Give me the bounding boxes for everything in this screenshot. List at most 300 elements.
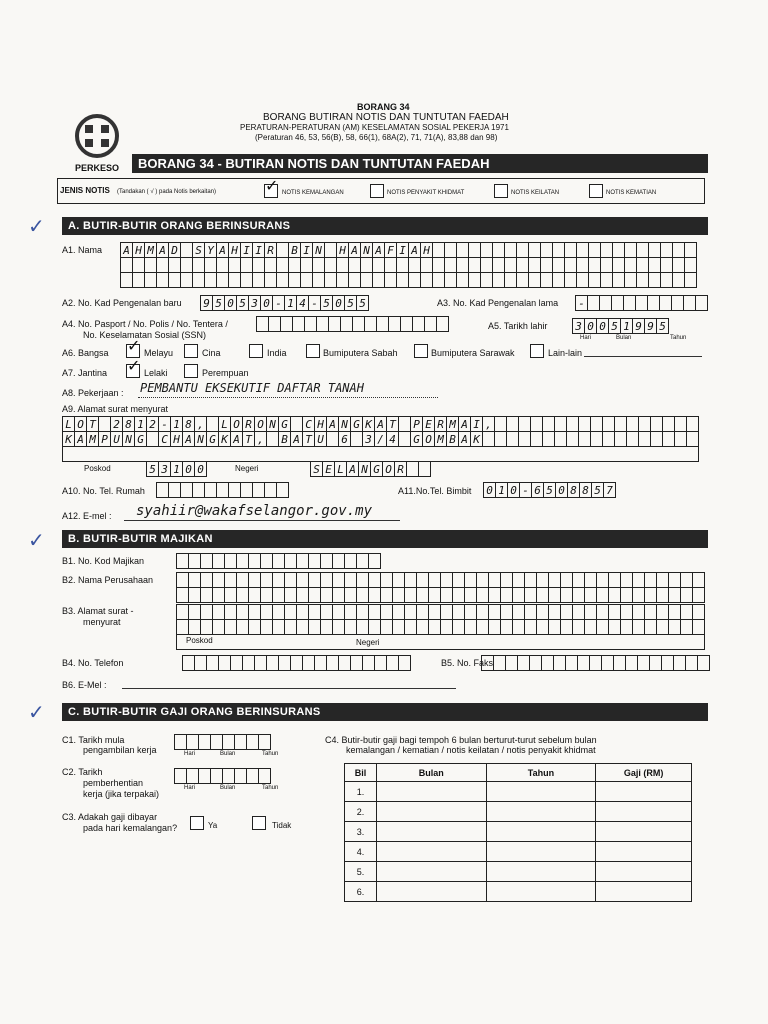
char-cell[interactable]	[669, 620, 681, 635]
char-cell[interactable]: H	[421, 243, 433, 258]
race-bumiputera-sarawak-checkbox[interactable]	[414, 344, 428, 358]
char-cell[interactable]	[477, 605, 489, 620]
char-cell[interactable]	[494, 656, 506, 671]
char-cell[interactable]	[273, 605, 285, 620]
start-date-grid[interactable]	[174, 734, 271, 750]
char-cell[interactable]	[261, 620, 273, 635]
char-cell[interactable]	[590, 656, 602, 671]
char-cell[interactable]: 5	[147, 462, 159, 477]
char-cell[interactable]	[213, 620, 225, 635]
char-cell[interactable]	[241, 258, 253, 273]
char-cell[interactable]	[207, 417, 219, 432]
ic-new-grid[interactable]	[200, 295, 369, 311]
char-cell[interactable]: A	[157, 243, 169, 258]
char-cell[interactable]	[513, 620, 525, 635]
char-cell[interactable]: 4	[387, 432, 399, 447]
char-cell[interactable]	[313, 258, 325, 273]
char-cell[interactable]	[333, 554, 345, 569]
char-cell[interactable]	[321, 573, 333, 588]
char-cell[interactable]	[327, 656, 339, 671]
char-cell[interactable]	[674, 656, 686, 671]
char-cell[interactable]	[181, 258, 193, 273]
char-cell[interactable]	[517, 243, 529, 258]
char-cell[interactable]	[373, 258, 385, 273]
salary-cell[interactable]	[596, 802, 692, 822]
char-cell[interactable]: I	[253, 243, 265, 258]
char-cell[interactable]	[633, 573, 645, 588]
char-cell[interactable]	[681, 605, 693, 620]
month-cell[interactable]	[376, 862, 486, 882]
char-cell[interactable]: T	[303, 432, 315, 447]
char-cell[interactable]: M	[87, 432, 99, 447]
char-cell[interactable]: I	[397, 243, 409, 258]
char-cell[interactable]: 0	[183, 462, 195, 477]
char-cell[interactable]	[369, 573, 381, 588]
char-cell[interactable]	[399, 417, 411, 432]
char-cell[interactable]: L	[63, 417, 75, 432]
char-cell[interactable]	[609, 588, 621, 603]
char-cell[interactable]	[313, 273, 325, 288]
char-cell[interactable]	[351, 656, 363, 671]
char-cell[interactable]	[675, 432, 687, 447]
char-cell[interactable]	[249, 588, 261, 603]
char-cell[interactable]	[621, 620, 633, 635]
char-cell[interactable]	[469, 243, 481, 258]
char-cell[interactable]: A	[231, 432, 243, 447]
char-cell[interactable]	[333, 588, 345, 603]
char-cell[interactable]	[223, 735, 235, 750]
char-cell[interactable]: 1	[171, 462, 183, 477]
char-cell[interactable]	[637, 243, 649, 258]
char-cell[interactable]	[309, 573, 321, 588]
char-cell[interactable]: U	[111, 432, 123, 447]
char-cell[interactable]	[614, 656, 626, 671]
char-cell[interactable]	[663, 417, 675, 432]
char-cell[interactable]: E	[423, 417, 435, 432]
char-cell[interactable]	[417, 620, 429, 635]
char-cell[interactable]: H	[171, 432, 183, 447]
char-cell[interactable]	[573, 588, 585, 603]
char-cell[interactable]	[615, 432, 627, 447]
char-cell[interactable]	[325, 258, 337, 273]
char-cell[interactable]	[201, 573, 213, 588]
year-cell[interactable]	[486, 862, 596, 882]
salary-paid-yes-checkbox[interactable]	[190, 816, 204, 830]
char-cell[interactable]	[207, 656, 219, 671]
char-cell[interactable]: O	[383, 462, 395, 477]
char-cell[interactable]	[273, 573, 285, 588]
char-cell[interactable]: M	[145, 243, 157, 258]
char-cell[interactable]	[645, 620, 657, 635]
char-cell[interactable]	[381, 573, 393, 588]
address-grid[interactable]	[62, 416, 699, 447]
char-cell[interactable]	[121, 273, 133, 288]
race-india-checkbox[interactable]	[249, 344, 263, 358]
char-cell[interactable]	[399, 656, 411, 671]
char-cell[interactable]	[686, 656, 698, 671]
char-cell[interactable]: O	[231, 417, 243, 432]
char-cell[interactable]	[285, 588, 297, 603]
char-cell[interactable]	[257, 317, 269, 332]
char-cell[interactable]	[241, 483, 253, 498]
char-cell[interactable]: R	[435, 417, 447, 432]
char-cell[interactable]	[253, 258, 265, 273]
char-cell[interactable]	[327, 432, 339, 447]
notis-kematian-checkbox[interactable]	[589, 184, 603, 198]
char-cell[interactable]	[357, 573, 369, 588]
char-cell[interactable]	[437, 317, 449, 332]
char-cell[interactable]	[541, 243, 553, 258]
char-cell[interactable]	[657, 573, 669, 588]
char-cell[interactable]	[565, 258, 577, 273]
char-cell[interactable]: T	[387, 417, 399, 432]
char-cell[interactable]	[407, 462, 419, 477]
end-date-grid[interactable]	[174, 768, 271, 784]
char-cell[interactable]	[381, 588, 393, 603]
char-cell[interactable]	[393, 573, 405, 588]
char-cell[interactable]	[660, 296, 672, 311]
char-cell[interactable]	[429, 605, 441, 620]
char-cell[interactable]: G	[279, 417, 291, 432]
char-cell[interactable]: ,	[195, 417, 207, 432]
char-cell[interactable]	[477, 588, 489, 603]
char-cell[interactable]: D	[169, 243, 181, 258]
char-cell[interactable]	[99, 417, 111, 432]
char-cell[interactable]	[529, 258, 541, 273]
char-cell[interactable]: C	[159, 432, 171, 447]
char-cell[interactable]	[693, 588, 705, 603]
char-cell[interactable]	[603, 417, 615, 432]
char-cell[interactable]	[189, 573, 201, 588]
char-cell[interactable]	[321, 554, 333, 569]
char-cell[interactable]	[249, 620, 261, 635]
char-cell[interactable]	[505, 258, 517, 273]
char-cell[interactable]	[345, 605, 357, 620]
char-cell[interactable]	[613, 273, 625, 288]
char-cell[interactable]	[361, 273, 373, 288]
char-cell[interactable]	[253, 273, 265, 288]
char-cell[interactable]	[585, 573, 597, 588]
char-cell[interactable]	[601, 258, 613, 273]
char-cell[interactable]	[177, 588, 189, 603]
char-cell[interactable]	[542, 656, 554, 671]
char-cell[interactable]	[585, 620, 597, 635]
char-cell[interactable]	[213, 573, 225, 588]
char-cell[interactable]	[433, 243, 445, 258]
char-cell[interactable]	[269, 317, 281, 332]
char-cell[interactable]: A	[459, 417, 471, 432]
char-cell[interactable]: 8	[183, 417, 195, 432]
char-cell[interactable]	[541, 258, 553, 273]
char-cell[interactable]	[648, 296, 660, 311]
char-cell[interactable]	[453, 620, 465, 635]
char-cell[interactable]	[625, 243, 637, 258]
char-cell[interactable]: /	[375, 432, 387, 447]
char-cell[interactable]	[189, 620, 201, 635]
char-cell[interactable]	[661, 273, 673, 288]
char-cell[interactable]	[573, 620, 585, 635]
char-cell[interactable]	[501, 605, 513, 620]
char-cell[interactable]: 0	[333, 296, 345, 311]
char-cell[interactable]	[365, 317, 377, 332]
gender-lelaki-checkbox[interactable]	[126, 358, 141, 378]
char-cell[interactable]: G	[351, 417, 363, 432]
char-cell[interactable]	[417, 605, 429, 620]
char-cell[interactable]	[577, 243, 589, 258]
char-cell[interactable]	[229, 483, 241, 498]
char-cell[interactable]	[469, 273, 481, 288]
char-cell[interactable]	[369, 588, 381, 603]
char-cell[interactable]	[405, 605, 417, 620]
char-cell[interactable]	[213, 605, 225, 620]
char-cell[interactable]	[211, 735, 223, 750]
char-cell[interactable]	[633, 605, 645, 620]
char-cell[interactable]	[405, 620, 417, 635]
char-cell[interactable]	[638, 656, 650, 671]
char-cell[interactable]: 8	[123, 417, 135, 432]
char-cell[interactable]	[303, 656, 315, 671]
char-cell[interactable]	[273, 620, 285, 635]
char-cell[interactable]: A	[291, 432, 303, 447]
char-cell[interactable]	[555, 417, 567, 432]
char-cell[interactable]	[483, 432, 495, 447]
char-cell[interactable]	[255, 656, 267, 671]
char-cell[interactable]	[445, 273, 457, 288]
char-cell[interactable]	[247, 769, 259, 784]
occupation-value[interactable]: PEMBANTU EKSEKUTIF DAFTAR TANAH	[140, 381, 364, 395]
char-cell[interactable]: A	[121, 243, 133, 258]
char-cell[interactable]	[518, 656, 530, 671]
char-cell[interactable]	[489, 588, 501, 603]
char-cell[interactable]	[187, 735, 199, 750]
char-cell[interactable]	[501, 573, 513, 588]
char-cell[interactable]: 1	[496, 483, 508, 498]
char-cell[interactable]	[681, 573, 693, 588]
char-cell[interactable]	[696, 296, 708, 311]
char-cell[interactable]	[673, 273, 685, 288]
char-cell[interactable]: 1	[171, 417, 183, 432]
char-cell[interactable]	[195, 656, 207, 671]
char-cell[interactable]: N	[195, 432, 207, 447]
char-cell[interactable]	[669, 605, 681, 620]
char-cell[interactable]	[505, 273, 517, 288]
char-cell[interactable]	[649, 273, 661, 288]
char-cell[interactable]	[517, 273, 529, 288]
salary-cell[interactable]	[596, 782, 692, 802]
char-cell[interactable]: 0	[585, 319, 597, 334]
char-cell[interactable]	[693, 620, 705, 635]
char-cell[interactable]	[549, 620, 561, 635]
char-cell[interactable]: H	[315, 417, 327, 432]
char-cell[interactable]	[505, 243, 517, 258]
char-cell[interactable]	[157, 273, 169, 288]
notis-kemalangan-checkbox[interactable]	[264, 178, 279, 198]
char-cell[interactable]: B	[447, 432, 459, 447]
char-cell[interactable]: 8	[580, 483, 592, 498]
char-cell[interactable]: R	[265, 243, 277, 258]
char-cell[interactable]	[465, 620, 477, 635]
char-cell[interactable]	[229, 258, 241, 273]
char-cell[interactable]: A	[75, 432, 87, 447]
dob-grid[interactable]	[572, 318, 669, 334]
char-cell[interactable]: N	[313, 243, 325, 258]
char-cell[interactable]	[413, 317, 425, 332]
char-cell[interactable]	[645, 573, 657, 588]
char-cell[interactable]: 3	[363, 432, 375, 447]
char-cell[interactable]	[417, 588, 429, 603]
char-cell[interactable]	[169, 273, 181, 288]
char-cell[interactable]	[333, 620, 345, 635]
char-cell[interactable]	[633, 620, 645, 635]
char-cell[interactable]: I	[241, 243, 253, 258]
char-cell[interactable]	[309, 588, 321, 603]
char-cell[interactable]	[405, 573, 417, 588]
char-cell[interactable]	[309, 620, 321, 635]
char-cell[interactable]: G	[135, 432, 147, 447]
char-cell[interactable]	[345, 588, 357, 603]
char-cell[interactable]	[277, 258, 289, 273]
char-cell[interactable]	[175, 735, 187, 750]
char-cell[interactable]	[329, 317, 341, 332]
char-cell[interactable]	[337, 273, 349, 288]
char-cell[interactable]: 5	[544, 483, 556, 498]
char-cell[interactable]: 3	[573, 319, 585, 334]
char-cell[interactable]	[637, 273, 649, 288]
char-cell[interactable]	[626, 656, 638, 671]
char-cell[interactable]	[217, 273, 229, 288]
char-cell[interactable]	[369, 554, 381, 569]
char-cell[interactable]	[291, 417, 303, 432]
char-cell[interactable]: -	[520, 483, 532, 498]
char-cell[interactable]	[219, 656, 231, 671]
char-cell[interactable]	[591, 432, 603, 447]
char-cell[interactable]	[345, 620, 357, 635]
char-cell[interactable]: S	[193, 243, 205, 258]
char-cell[interactable]	[205, 258, 217, 273]
employer-code-grid[interactable]	[176, 553, 381, 569]
char-cell[interactable]	[482, 656, 494, 671]
char-cell[interactable]	[561, 620, 573, 635]
char-cell[interactable]	[229, 273, 241, 288]
char-cell[interactable]: 0	[484, 483, 496, 498]
char-cell[interactable]	[133, 258, 145, 273]
char-cell[interactable]	[249, 554, 261, 569]
char-cell[interactable]	[549, 605, 561, 620]
char-cell[interactable]	[193, 273, 205, 288]
char-cell[interactable]: A	[373, 243, 385, 258]
char-cell[interactable]	[265, 258, 277, 273]
char-cell[interactable]	[519, 432, 531, 447]
char-cell[interactable]	[525, 620, 537, 635]
char-cell[interactable]	[613, 258, 625, 273]
char-cell[interactable]: A	[183, 432, 195, 447]
char-cell[interactable]	[585, 605, 597, 620]
char-cell[interactable]: 0	[261, 296, 273, 311]
char-cell[interactable]	[513, 605, 525, 620]
char-cell[interactable]	[241, 273, 253, 288]
char-cell[interactable]	[341, 317, 353, 332]
char-cell[interactable]: 2	[147, 417, 159, 432]
char-cell[interactable]: A	[459, 432, 471, 447]
char-cell[interactable]	[600, 296, 612, 311]
char-cell[interactable]	[189, 605, 201, 620]
char-cell[interactable]	[507, 417, 519, 432]
char-cell[interactable]	[549, 573, 561, 588]
char-cell[interactable]	[145, 273, 157, 288]
gender-perempuan-checkbox[interactable]	[184, 364, 198, 378]
char-cell[interactable]	[393, 605, 405, 620]
char-cell[interactable]: 5	[609, 319, 621, 334]
char-cell[interactable]	[381, 620, 393, 635]
char-cell[interactable]	[301, 258, 313, 273]
char-cell[interactable]: F	[385, 243, 397, 258]
char-cell[interactable]	[397, 273, 409, 288]
char-cell[interactable]	[501, 620, 513, 635]
char-cell[interactable]: H	[337, 243, 349, 258]
char-cell[interactable]: ,	[483, 417, 495, 432]
char-cell[interactable]: 5	[345, 296, 357, 311]
char-cell[interactable]: 9	[633, 319, 645, 334]
char-cell[interactable]: G	[411, 432, 423, 447]
char-cell[interactable]	[441, 573, 453, 588]
char-cell[interactable]	[613, 243, 625, 258]
char-cell[interactable]	[627, 432, 639, 447]
char-cell[interactable]	[363, 656, 375, 671]
char-cell[interactable]: 9	[201, 296, 213, 311]
char-cell[interactable]	[541, 273, 553, 288]
salary-cell[interactable]	[596, 822, 692, 842]
char-cell[interactable]	[259, 735, 271, 750]
char-cell[interactable]	[507, 432, 519, 447]
char-cell[interactable]	[145, 258, 157, 273]
char-cell[interactable]	[277, 483, 289, 498]
char-cell[interactable]	[661, 258, 673, 273]
char-cell[interactable]	[537, 620, 549, 635]
char-cell[interactable]	[649, 243, 661, 258]
char-cell[interactable]	[429, 573, 441, 588]
char-cell[interactable]	[147, 432, 159, 447]
char-cell[interactable]	[529, 273, 541, 288]
char-cell[interactable]	[177, 554, 189, 569]
char-cell[interactable]: 5	[592, 483, 604, 498]
char-cell[interactable]	[321, 588, 333, 603]
month-cell[interactable]	[376, 842, 486, 862]
state-grid[interactable]	[310, 461, 431, 477]
char-cell[interactable]	[247, 735, 259, 750]
char-cell[interactable]	[675, 417, 687, 432]
char-cell[interactable]	[285, 554, 297, 569]
char-cell[interactable]: I	[471, 417, 483, 432]
char-cell[interactable]	[357, 620, 369, 635]
char-cell[interactable]	[441, 605, 453, 620]
char-cell[interactable]	[441, 620, 453, 635]
char-cell[interactable]	[337, 258, 349, 273]
char-cell[interactable]	[225, 573, 237, 588]
char-cell[interactable]: R	[243, 417, 255, 432]
char-cell[interactable]: N	[123, 432, 135, 447]
char-cell[interactable]	[645, 588, 657, 603]
char-cell[interactable]: 0	[597, 319, 609, 334]
char-cell[interactable]	[602, 656, 614, 671]
char-cell[interactable]	[687, 417, 699, 432]
char-cell[interactable]	[351, 432, 363, 447]
char-cell[interactable]: H	[229, 243, 241, 258]
char-cell[interactable]	[181, 483, 193, 498]
char-cell[interactable]: T	[87, 417, 99, 432]
char-cell[interactable]	[235, 735, 247, 750]
char-cell[interactable]	[609, 573, 621, 588]
char-cell[interactable]	[181, 243, 193, 258]
